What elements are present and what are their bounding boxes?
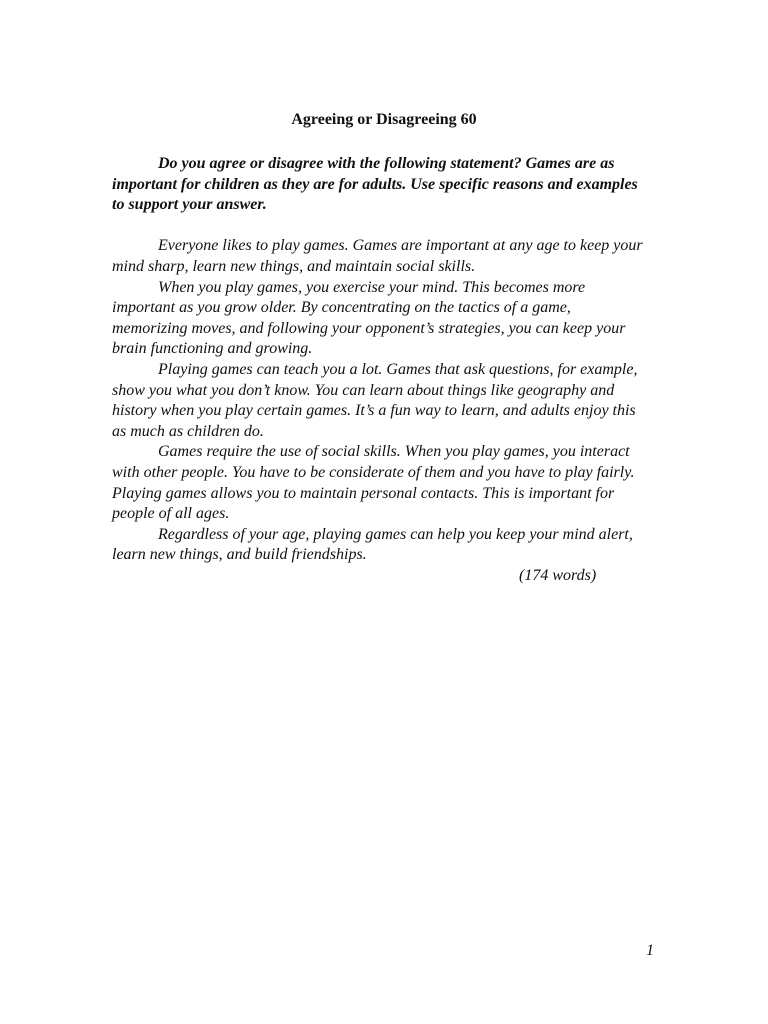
document-body: [112, 154, 644, 586]
essay-paragraph-4: Games require the use of social skills. When you play games, you interact with other people. You have to be considerate of them and you have to play fairly. Playing games allows you to maintain personal contacts. This is important for people of all ages.: [112, 443, 635, 523]
essay-text: [112, 236, 644, 566]
essay-prompt: Do you agree or disagree with the following statement? Games are as important for children as they are for adults. Use specific reasons and examples to support your answer.: [112, 155, 638, 214]
essay-paragraph-1: Everyone likes to play games. Games are important at any age to keep your mind sharp, learn new things, and maintain social skills.: [112, 237, 643, 275]
essay-paragraph-2: When you play games, you exercise your mind. This becomes more important as you grow older. By concentrating on the tactics of a game, memorizing moves, and following your opponent’s strategies, you can keep your brain functioning and growing.: [112, 278, 626, 358]
word-count: (174 words): [519, 566, 597, 584]
essay-paragraph-5: Regardless of your age, playing games can help you keep your mind alert, learn new things, and build friendships.: [112, 525, 633, 564]
page-number: 1: [646, 942, 654, 959]
page-title: Agreeing or Disagreeing 60: [291, 111, 477, 128]
essay-paragraph-3: Playing games can teach you a lot. Games that ask questions, for example, show you what you don’t know. You can learn about things like geography and history when you play certain games. It’s a fun way to learn, and adults enjoy this as much as children do.: [112, 360, 638, 440]
